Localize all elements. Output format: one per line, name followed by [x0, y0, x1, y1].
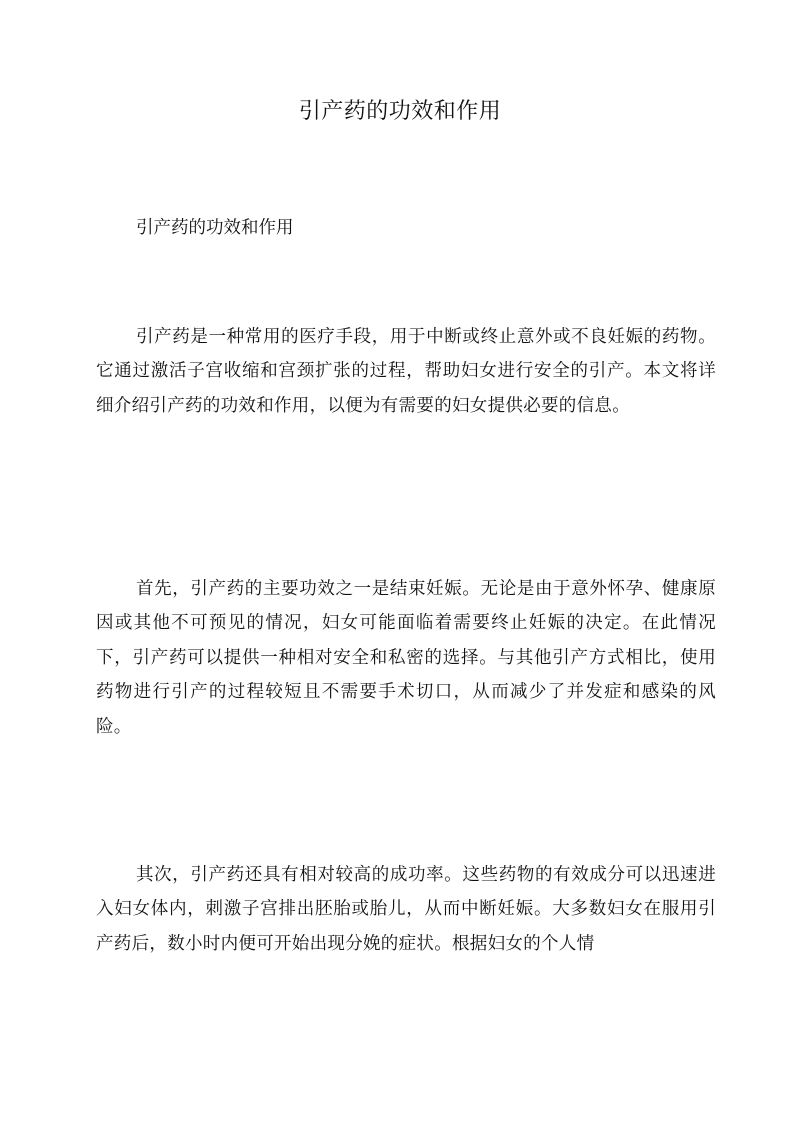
paragraph-second-effect: 其次，引产药还具有相对较高的成功率。这些药物的有效成分可以迅速进入妇女体内，刺激子宫排出胚胎或胎儿，从而中断妊娠。大多数妇女在服用引产药后，数小时内便可开始出现分娩的症状。根据妇女的个人情 [96, 865, 716, 954]
section-heading: 引产药的功效和作用 [136, 218, 294, 238]
paragraph-intro: 引产药是一种常用的医疗手段，用于中断或终止意外或不良妊娠的药物。它通过激活子宫收缩和宫颈扩张的过程，帮助妇女进行安全的引产。本文将详细介绍引产药的功效和作用，以便为有需要的妇女提供必要的信息。 [96, 327, 716, 416]
page-title: 引产药的功效和作用 [298, 99, 502, 124]
paragraph-first-effect: 首先，引产药的主要功效之一是结束妊娠。无论是由于意外怀孕、健康原因或其他不可预见的情况，妇女可能面临着需要终止妊娠的决定。在此情况下，引产药可以提供一种相对安全和私密的选择。与其他引产方式相比，使用药物进行引产的过程较短且不需要手术切口，从而减少了并发症和感染的风险。 [96, 579, 716, 737]
